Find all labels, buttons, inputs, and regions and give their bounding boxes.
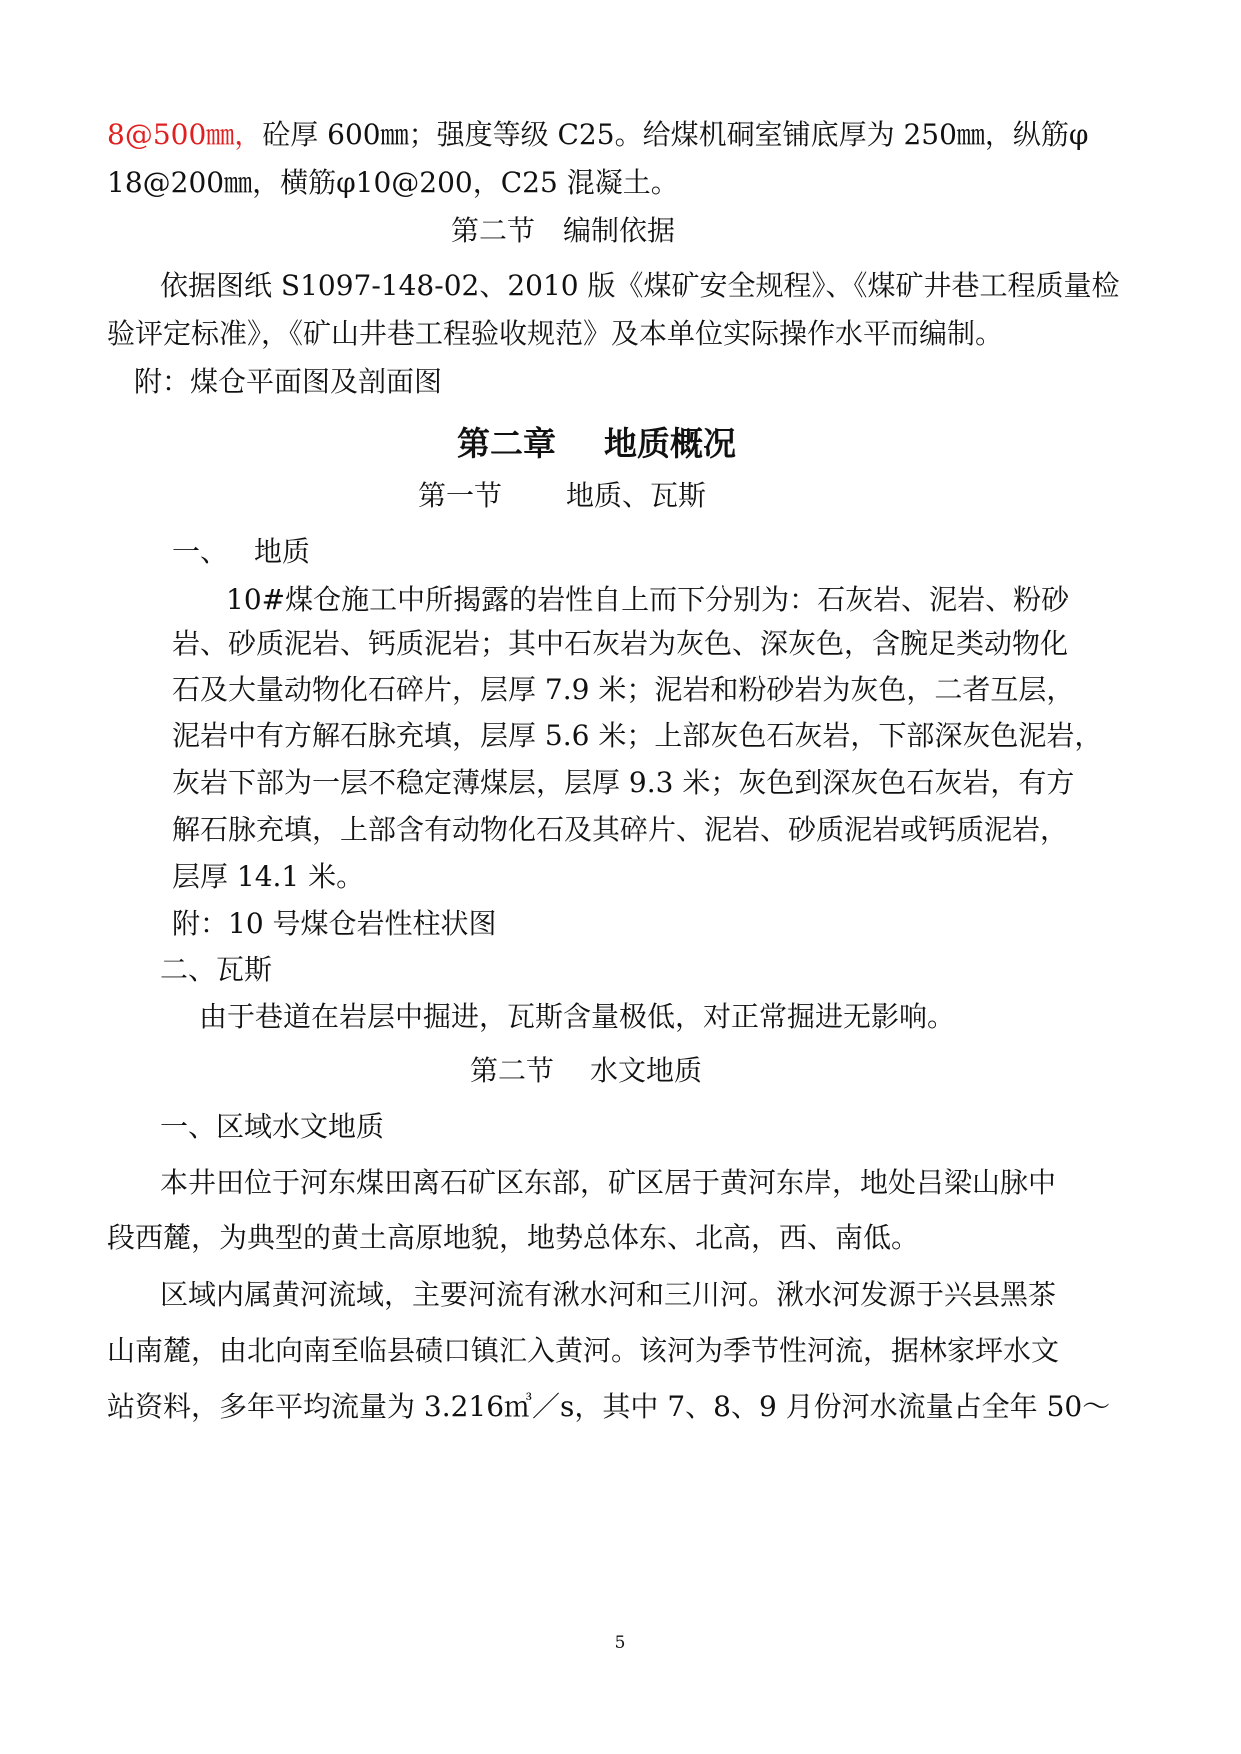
section-title: 水文地质 (590, 1054, 703, 1087)
body-line: 验评定标准》，《矿山井巷工程验收规范》及本单位实际操作水平而编制。 (107, 317, 1004, 350)
body-line: 站资料，多年平均流量为 3.216㎥／s，其中 7、8、9 月份河水流量占全年 50～ (107, 1390, 1111, 1423)
body-line: 山南麓，由北向南至临县碛口镇汇入黄河。该河为季节性河流，据林家坪水文 (107, 1334, 1060, 1367)
subsection-title: 地质 (254, 535, 311, 568)
subsection-number: 一、 (172, 535, 229, 568)
body-line: 解石脉充填，上部含有动物化石及其碎片、泥岩、砂质泥岩或钙质泥岩， (172, 813, 1069, 846)
attachment-note: 附：煤仓平面图及剖面图 (134, 365, 443, 398)
subsection-heading: 一、区域水文地质 (160, 1110, 385, 1143)
body-line: 依据图纸 S1097-148-02、2010 版《煤矿安全规程》、《煤矿井巷工程质量检 (160, 269, 1120, 302)
body-line: 18@200㎜，横筋φ10@200，C25 混凝土。 (107, 166, 679, 199)
body-line: 段西麓，为典型的黄土高原地貌，地势总体东、北高，西、南低。 (107, 1221, 920, 1254)
body-line: 区域内属黄河流域，主要河流有湫水河和三川河。湫水河发源于兴县黑茶 (160, 1278, 1057, 1311)
body-line (107, 115, 1089, 155)
section-heading (451, 211, 675, 251)
body-text: 砼厚 600㎜；强度等级 C25。给煤机硐室铺底厚为 250㎜，纵筋φ (262, 118, 1089, 151)
highlighted-text: 8@500㎜， (107, 118, 263, 151)
body-line: 10#煤仓施工中所揭露的岩性自上而下分别为：石灰岩、泥岩、粉砂 (226, 583, 1070, 616)
chapter-title: 地质概况 (604, 424, 736, 463)
section-heading (470, 1051, 702, 1091)
body-line: 石及大量动物化石碎片，层厚 7.9 米；泥岩和粉砂岩为灰色，二者互层， (172, 673, 1075, 706)
body-line: 由于巷道在岩层中掘进，瓦斯含量极低，对正常掘进无影响。 (199, 1000, 956, 1033)
body-line: 层厚 14.1 米。 (172, 860, 365, 893)
section-title: 地质、瓦斯 (566, 479, 707, 512)
chapter-number: 第二章 (457, 424, 556, 463)
attachment-note: 附：10 号煤仓岩性柱状图 (172, 907, 497, 940)
body-line: 本井田位于河东煤田离石矿区东部，矿区居于黄河东岸，地处吕梁山脉中 (160, 1166, 1057, 1199)
section-title: 编制依据 (563, 214, 676, 247)
subsection-heading (172, 532, 310, 572)
body-line: 泥岩中有方解石脉充填，层厚 5.6 米；上部灰色石灰岩，下部深灰色泥岩， (172, 719, 1103, 752)
section-number: 第二节 (451, 214, 536, 247)
body-line: 灰岩下部为一层不稳定薄煤层，层厚 9.3 米；灰色到深灰色石灰岩，有方 (172, 766, 1075, 799)
section-number: 第二节 (470, 1054, 555, 1087)
subsection-heading: 二、瓦斯 (160, 953, 273, 986)
body-line: 岩、砂质泥岩、钙质泥岩；其中石灰岩为灰色、深灰色，含腕足类动物化 (172, 627, 1069, 660)
section-heading (418, 476, 706, 516)
page-number: 5 (614, 1633, 626, 1653)
chapter-heading (457, 424, 736, 464)
section-number: 第一节 (418, 479, 503, 512)
